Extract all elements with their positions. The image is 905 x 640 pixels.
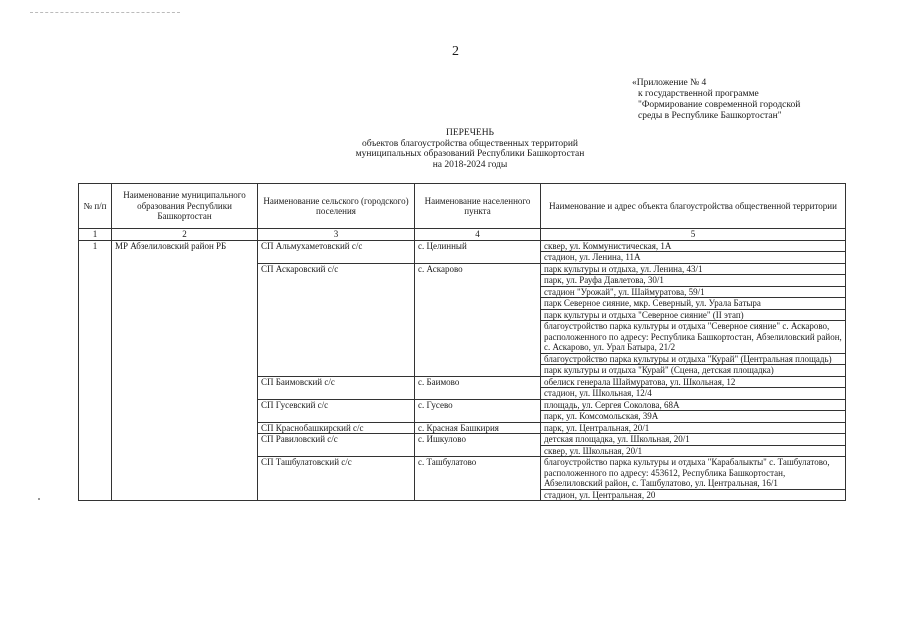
- settlement-cell: СП Равиловский с/с: [258, 434, 415, 457]
- settlement-cell: СП Гусевский с/с: [258, 399, 415, 422]
- column-number: 3: [258, 229, 415, 241]
- settlement-cell: СП Альмухаметовский с/с: [258, 240, 415, 263]
- locality-cell: с. Целинный: [415, 240, 541, 263]
- appendix-line: среды в Республике Башкортостан": [638, 111, 782, 121]
- object-cell: стадион, ул. Ленина, 11А: [541, 252, 846, 264]
- row-number: 1: [79, 240, 112, 501]
- locality-cell: с. Баимово: [415, 376, 541, 399]
- object-cell: детская площадка, ул. Школьная, 20/1: [541, 434, 846, 446]
- object-cell: благоустройство парка культуры и отдыха "Северное сияние" с. Аскарово, расположенного по адресу: Республика Башкортостан, Абзелиловский район, с. Аскарово, ул. Урал Батыра, 21/2: [541, 321, 846, 354]
- header-cell: Наименование муниципального образования Республики Башкортостан: [112, 184, 258, 229]
- object-cell: благоустройство парка культуры и отдыха "Карабалыкты" с. Ташбулатово, расположенного по адресу: 453612, Республика Башкортостан, Абзелиловский район, с. Ташбулатово, ул. Центральная, 16/1: [541, 457, 846, 490]
- page-number: 2: [452, 44, 459, 59]
- appendix-note: [632, 78, 800, 122]
- appendix-line: к государственной программе: [638, 89, 759, 99]
- column-number: 2: [112, 229, 258, 241]
- header-cell: Наименование и адрес объекта благоустройства общественной территории: [541, 184, 846, 229]
- object-cell: сквер, ул. Коммунистическая, 1А: [541, 240, 846, 252]
- locality-cell: с. Аскарово: [415, 263, 541, 376]
- object-cell: парк культуры и отдыха, ул. Ленина, 43/1: [541, 263, 846, 275]
- column-number: 5: [541, 229, 846, 241]
- table-row: [79, 240, 846, 252]
- settlement-cell: СП Аскаровский с/с: [258, 263, 415, 376]
- appendix-line: «Приложение № 4: [632, 78, 707, 88]
- objects-table: [78, 183, 846, 501]
- appendix-line: "Формирование современной городской: [638, 100, 801, 110]
- heading-line: на 2018-2024 годы: [432, 159, 508, 170]
- object-cell: стадион "Урожай", ул. Шаймуратова, 59/1: [541, 286, 846, 298]
- district-cell: МР Абзелиловский район РБ: [112, 240, 258, 501]
- object-cell: парк культуры и отдыха "Северное сияние" (II этап): [541, 309, 846, 321]
- object-cell: парк культуры и отдыха "Курай" (Сцена, детская площадка): [541, 365, 846, 377]
- object-cell: стадион, ул. Центральная, 20: [541, 489, 846, 501]
- object-cell: сквер, ул. Школьная, 20/1: [541, 445, 846, 457]
- header-cell: № п/п: [79, 184, 112, 229]
- header-cell: Наименование сельского (городского) поселения: [258, 184, 415, 229]
- object-cell: площадь, ул. Сергея Соколова, 68А: [541, 399, 846, 411]
- object-cell: парк, ул. Комсомольская, 39А: [541, 411, 846, 423]
- locality-cell: с. Гусево: [415, 399, 541, 422]
- scan-dot: [38, 498, 40, 500]
- column-number: 1: [79, 229, 112, 241]
- object-cell: парк Северное сияние, мкр. Северный, ул. Урала Батыра: [541, 298, 846, 310]
- locality-cell: с. Ишкулово: [415, 434, 541, 457]
- column-number-row: [79, 229, 846, 241]
- table-header-row: [79, 184, 846, 229]
- header-cell: Наименование населенного пункта: [415, 184, 541, 229]
- locality-cell: с. Ташбулатово: [415, 457, 541, 501]
- heading-line: муниципальных образований Республики Башкортостан: [355, 149, 585, 159]
- document-heading: [260, 128, 680, 170]
- settlement-cell: СП Ташбулатовский с/с: [258, 457, 415, 501]
- heading-title: ПЕРЕЧЕНЬ: [445, 128, 495, 138]
- object-cell: стадион, ул. Школьная, 12/4: [541, 388, 846, 400]
- object-cell: парк, ул. Центральная, 20/1: [541, 422, 846, 434]
- scan-artifact: [30, 12, 180, 15]
- settlement-cell: СП Краснобашкирский с/с: [258, 422, 415, 434]
- object-cell: парк, ул. Рауфа Давлетова, 30/1: [541, 275, 846, 287]
- object-cell: благоустройство парка культуры и отдыха "Курай" (Центральная площадь): [541, 353, 846, 365]
- settlement-cell: СП Баимовский с/с: [258, 376, 415, 399]
- column-number: 4: [415, 229, 541, 241]
- locality-cell: с. Красная Башкирия: [415, 422, 541, 434]
- heading-line: объектов благоустройства общественных территорий: [361, 138, 579, 149]
- object-cell: обелиск генерала Шаймуратова, ул. Школьная, 12: [541, 376, 846, 388]
